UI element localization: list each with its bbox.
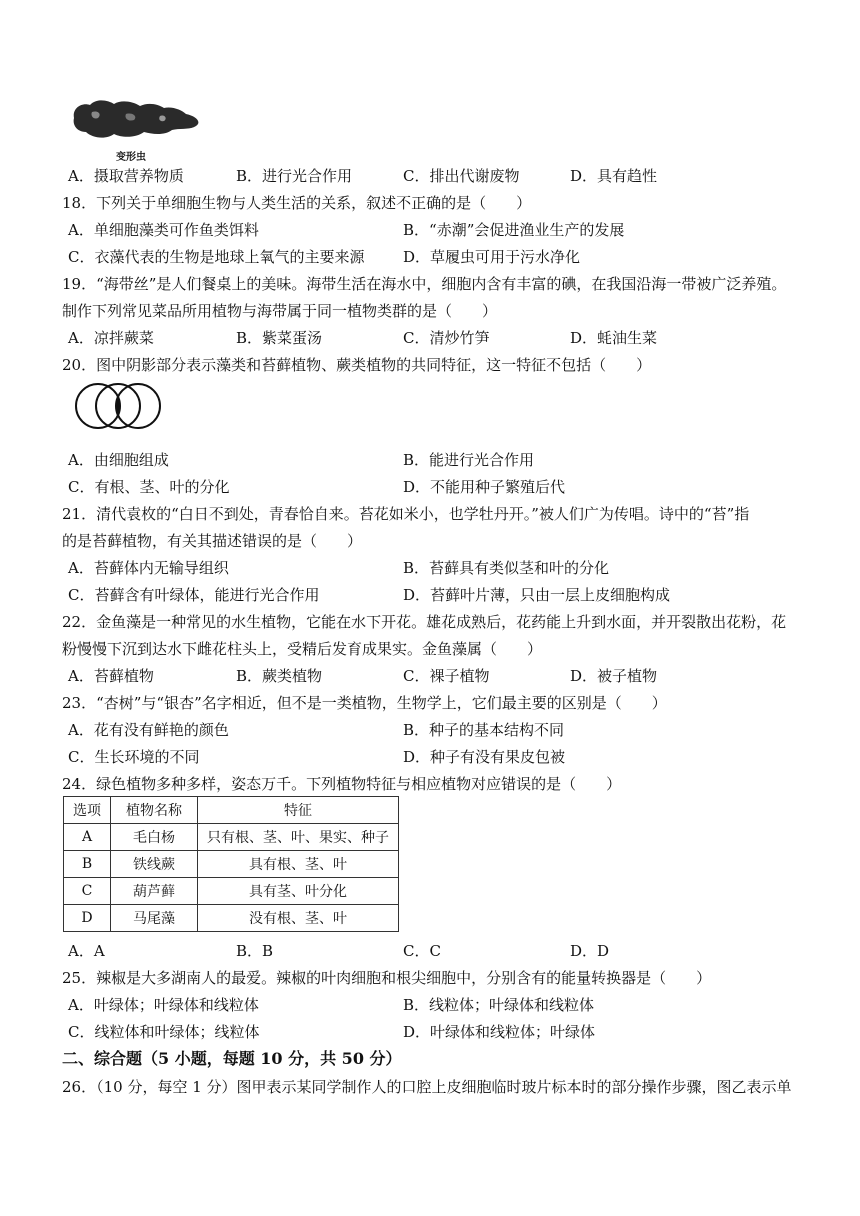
q22-stem-line1: 22．金鱼藻是一种常见的水生植物，它能在水下开花。雄花成熟后，花药能上升到水面，并开裂散出花粉，花: [62, 613, 787, 631]
table-cell: 没有根、茎、叶: [198, 905, 399, 932]
table-cell: 铁线蕨: [111, 851, 198, 878]
q19-stem-line2: 制作下列常见菜品所用植物与海带属于同一植物类群的是（ ）: [62, 302, 498, 320]
q20-stem: 20．图中阴影部分表示藻类和苔藓植物、蕨类植物的共同特征，这一特征不包括（ ）: [62, 356, 652, 374]
q17-option-d: D．具有趋性: [570, 167, 658, 185]
table-header-cell: 植物名称: [111, 797, 198, 824]
table-cell: B: [64, 851, 111, 878]
q23-option-d: D．种子有没有果皮包被: [403, 748, 566, 766]
q24-stem: 24．绿色植物多种多样，姿态万千。下列植物特征与相应植物对应错误的是（ ）: [62, 775, 622, 793]
q20-option-d: D．不能用种子繁殖后代: [403, 478, 566, 496]
q25-stem: 25．辣椒是大多湖南人的最爱。辣椒的叶肉细胞和根尖细胞中，分别含有的能量转换器是（ ）: [62, 969, 712, 987]
table-cell: 毛白杨: [111, 824, 198, 851]
table-cell: 葫芦藓: [111, 878, 198, 905]
q18-stem: 18．下列关于单细胞生物与人类生活的关系，叙述不正确的是（ ）: [62, 194, 532, 212]
q23-option-c: C．生长环境的不同: [68, 748, 200, 766]
q19-option-a: A．凉拌蕨菜: [68, 329, 154, 347]
q24-option-b: B．B: [236, 942, 274, 960]
q17-option-b: B．进行光合作用: [236, 167, 353, 185]
section-two-title: 二、综合题（5 小题，每题 10 分，共 50 分）: [62, 1049, 402, 1068]
q18-option-d: D．草履虫可用于污水净化: [403, 248, 581, 266]
q19-option-b: B．紫菜蛋汤: [236, 329, 323, 347]
q22-option-b: B．蕨类植物: [236, 667, 323, 685]
q22-option-a: A．苔藓植物: [68, 667, 154, 685]
q23-option-b: B．种子的基本结构不同: [403, 721, 565, 739]
table-row: [64, 824, 399, 851]
table-row: [64, 878, 399, 905]
q25-option-a: A．叶绿体；叶绿体和线粒体: [68, 996, 259, 1014]
q19-option-c: C．清炒竹笋: [403, 329, 490, 347]
table-header-cell: 特征: [198, 797, 399, 824]
q18-option-b: B．“赤潮”会促进渔业生产的发展: [403, 221, 625, 239]
table-cell: C: [64, 878, 111, 905]
q24-option-a: A．A: [68, 942, 105, 960]
amoeba-figure: [68, 96, 208, 146]
q21-option-b: B．苔藓具有类似茎和叶的分化: [403, 559, 610, 577]
q25-option-b: B．线粒体；叶绿体和线粒体: [403, 996, 595, 1014]
q20-option-c: C．有根、茎、叶的分化: [68, 478, 230, 496]
q20-option-a: A．由细胞组成: [68, 451, 169, 469]
table-cell: 只有根、茎、叶、果实、种子: [198, 824, 399, 851]
q23-option-a: A．花有没有鲜艳的颜色: [68, 721, 229, 739]
q19-stem-line1: 19．“海带丝”是人们餐桌上的美味。海带生活在海水中，细胞内含有丰富的碘，在我国沿海一带被广泛养殖。: [62, 275, 787, 293]
q22-option-d: D．被子植物: [570, 667, 658, 685]
venn-diagram: [68, 382, 168, 430]
amoeba-caption: 变形虫: [116, 152, 146, 163]
q21-option-d: D．苔藓叶片薄，只由一层上皮细胞构成: [403, 586, 671, 604]
q19-option-d: D．蚝油生菜: [570, 329, 658, 347]
table-cell: D: [64, 905, 111, 932]
q22-stem-line2: 粉慢慢下沉到达水下雌花柱头上，受精后发育成果实。金鱼藻属（ ）: [62, 640, 543, 658]
q21-option-c: C．苔藓含有叶绿体，能进行光合作用: [68, 586, 320, 604]
q23-stem: 23．“杏树”与“银杏”名字相近，但不是一类植物，生物学上，它们最主要的区别是（ ）: [62, 694, 667, 712]
q21-option-a: A．苔藓体内无输导组织: [68, 559, 229, 577]
q18-option-c: C．衣藻代表的生物是地球上氧气的主要来源: [68, 248, 365, 266]
table-cell: 具有茎、叶分化: [198, 878, 399, 905]
q24-option-c: C．C: [403, 942, 441, 960]
q25-option-c: C．线粒体和叶绿体；线粒体: [68, 1023, 260, 1041]
q18-option-a: A．单细胞藻类可作鱼类饵料: [68, 221, 259, 239]
q22-option-c: C．裸子植物: [403, 667, 490, 685]
q24-feature-table: [63, 796, 399, 932]
table-cell: 马尾藻: [111, 905, 198, 932]
q20-option-b: B．能进行光合作用: [403, 451, 535, 469]
table-header-row: [64, 797, 399, 824]
table-cell: A: [64, 824, 111, 851]
q25-option-d: D．叶绿体和线粒体；叶绿体: [403, 1023, 596, 1041]
q17-option-c: C．排出代谢废物: [403, 167, 520, 185]
table-row: [64, 851, 399, 878]
q24-option-d: D．D: [570, 942, 610, 960]
q21-stem-line2: 的是苔藓植物，有关其描述错误的是（ ）: [62, 532, 363, 550]
q21-stem-line1: 21．清代袁枚的“白日不到处，青春恰自来。苔花如米小，也学牡丹开。”被人们广为传唱。诗中的“苔”指: [62, 505, 750, 523]
table-row: [64, 905, 399, 932]
q17-option-a: A．摄取营养物质: [68, 167, 184, 185]
table-header-cell: 选项: [64, 797, 111, 824]
table-cell: 具有根、茎、叶: [198, 851, 399, 878]
q26-stem: 26．（10 分，每空 1 分）图甲表示某同学制作人的口腔上皮细胞临时玻片标本时的部分操作步骤，图乙表示单: [62, 1078, 792, 1096]
